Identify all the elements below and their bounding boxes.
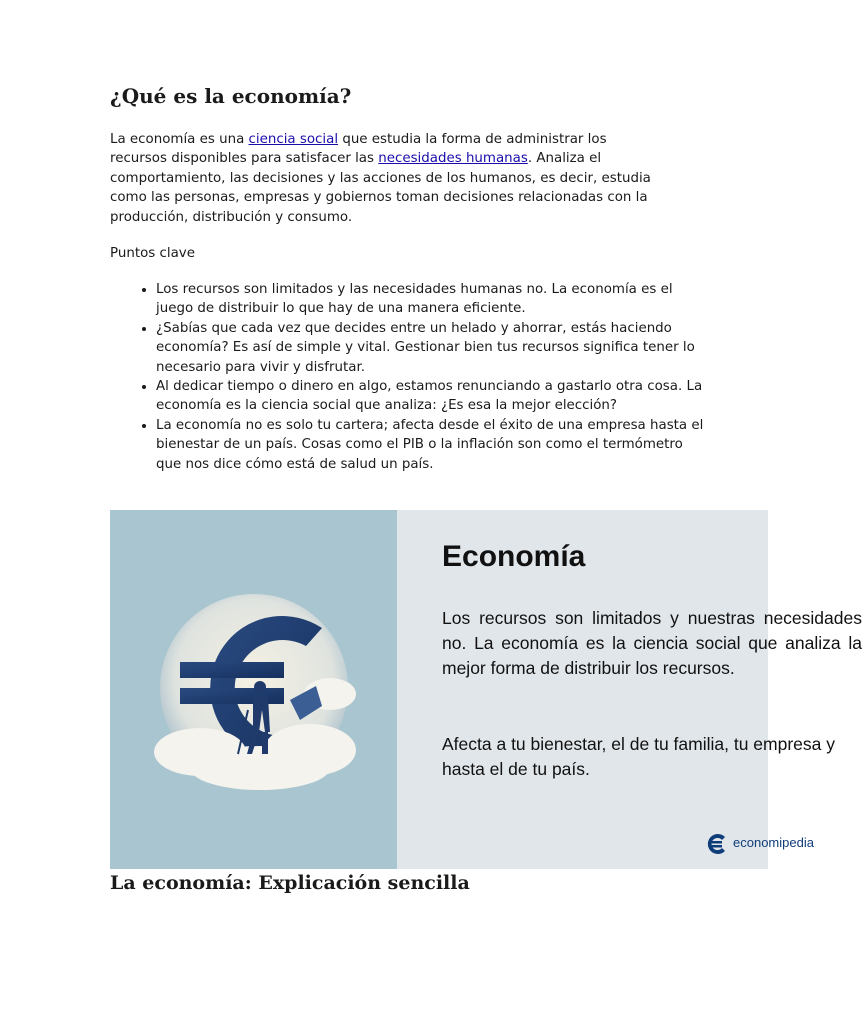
intro-text-3: . Analiza el comportamiento, las decisiones y las acciones de los humanos, es decir, estudia como las personas, empresas y gobiernos toman decisiones relacionadas con la producción, distribución y consumo. — [110, 151, 651, 225]
list-item: • ¿Sabías que cada vez que decides entre un helado y ahorrar, estás haciendo economía? Es así de simple y vital. Gestionar bien tus recursos significa tener lo necesario para vivir y disfrutar. — [156, 319, 704, 377]
intro-text-1: La economía es una — [110, 132, 249, 147]
infographic-text-1: Los recursos son limitados y nuestras necesidades no. La economía es la ciencia social que analiza la mejor forma de distribuir los recursos. — [442, 608, 862, 678]
economy-infographic — [110, 510, 862, 869]
illustration-panel — [110, 510, 397, 869]
list-item: • La economía no es solo tu cartera; afecta desde el éxito de una empresa hasta el bienestar de un país. Cosas como el PIB o la inflación son como el termómetro que nos dice cómo está de salud un país. — [156, 416, 704, 474]
brand-logo — [705, 833, 814, 859]
intro-paragraph — [110, 130, 658, 227]
page-title: ¿Qué es la economía? — [110, 84, 352, 108]
list-item: • Al dedicar tiempo o dinero en algo, estamos renunciando a gastarlo otra cosa. La economía es la ciencia social que analiza: ¿Es esa la mejor elección? — [156, 377, 704, 416]
logo-icon — [705, 833, 729, 855]
key-points-label: Puntos clave — [110, 246, 195, 261]
link-ciencia-social[interactable]: ciencia social — [248, 132, 339, 147]
key-points-list — [110, 280, 704, 474]
link-necesidades-humanas[interactable]: necesidades humanas — [378, 151, 528, 167]
intro-text-2: que estudia la forma de administrar los recursos disponibles para satisfacer las — [110, 132, 607, 167]
text-panel — [397, 510, 862, 869]
logo-text: economipedia — [733, 835, 814, 850]
section-heading: La economía: Explicación sencilla — [110, 872, 470, 894]
list-item: • Los recursos son limitados y las necesidades humanas no. La economía es el juego de distribuir lo que hay de una manera eficiente. — [156, 280, 704, 319]
infographic-title: Economía — [442, 540, 586, 573]
infographic-text-2: Afecta a tu bienestar, el de tu familia, tu empresa y hasta el de tu país. — [442, 734, 835, 779]
euro-illustration — [110, 510, 397, 869]
